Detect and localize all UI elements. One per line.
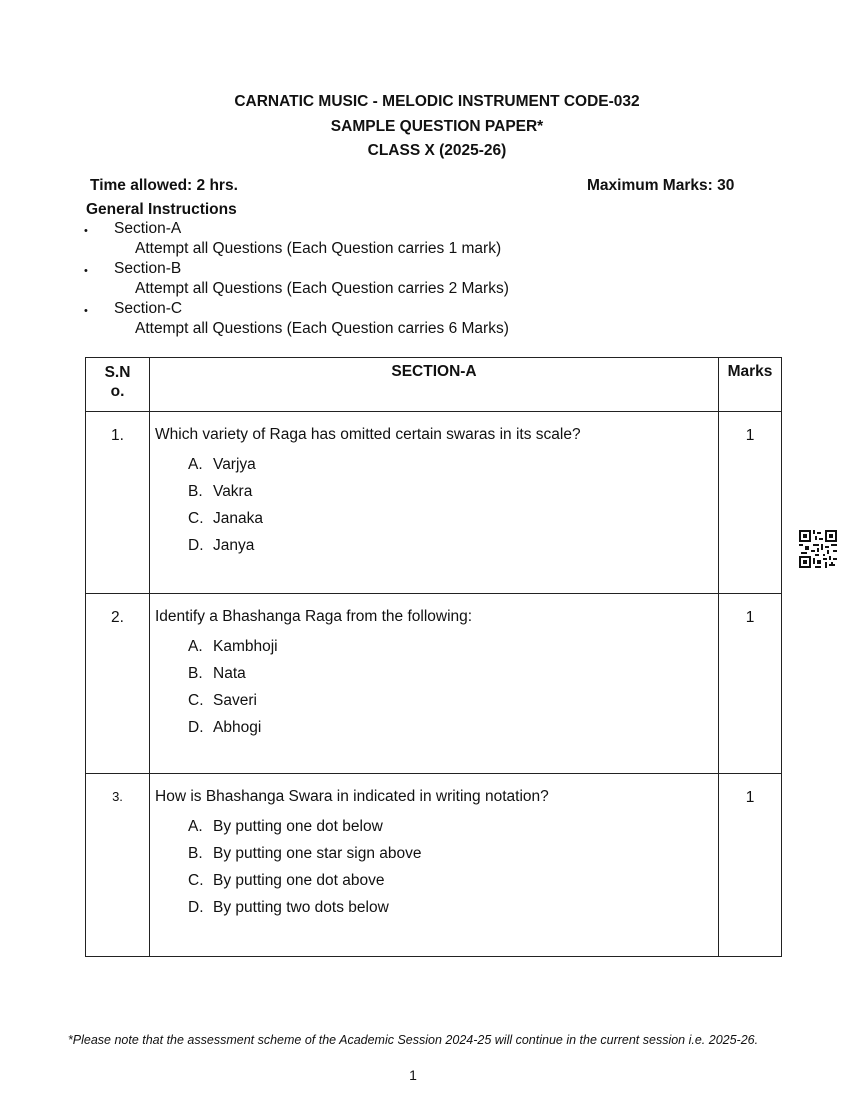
option-letter: A.	[188, 638, 203, 655]
sno-header-line2: o.	[110, 383, 125, 400]
question-text: How is Bhashanga Swara in indicated in writing notation?	[155, 788, 549, 805]
option-text: Janya	[213, 537, 255, 554]
option-letter: D.	[188, 899, 204, 916]
option-letter: C.	[188, 692, 204, 709]
question-text: Which variety of Raga has omitted certain swaras in its scale?	[155, 426, 581, 443]
question-number: 1.	[86, 412, 150, 594]
paper-subtitle: SAMPLE QUESTION PAPER*	[330, 118, 544, 135]
option-text: Kambhoji	[213, 638, 278, 655]
option-text: Varjya	[213, 456, 256, 473]
option-text: By putting one dot above	[213, 872, 385, 889]
option-c	[188, 687, 718, 714]
question-marks: 1	[719, 774, 782, 957]
option-c	[188, 505, 718, 532]
option-text: Nata	[213, 665, 246, 682]
question-number: 2.	[86, 594, 150, 774]
table-row	[86, 594, 782, 774]
option-letter: B.	[188, 483, 203, 500]
instruction-section-b-desc: Attempt all Questions (Each Question carries 2 Marks)	[135, 280, 509, 297]
option-d	[188, 532, 718, 559]
time-allowed: Time allowed: 2 hrs.	[90, 177, 238, 194]
options-list	[188, 451, 718, 559]
footnote: *Please note that the assessment scheme of the Academic Session 2024-25 will continue in the current session i.e. 2025-26.	[67, 1033, 759, 1047]
question-table	[85, 357, 782, 957]
option-d	[188, 714, 718, 741]
paper-title: CARNATIC MUSIC - MELODIC INSTRUMENT CODE-032	[234, 93, 640, 110]
option-text: By putting two dots below	[213, 899, 389, 916]
option-text: Vakra	[213, 483, 253, 500]
sno-header	[86, 358, 150, 412]
question-cell	[150, 774, 719, 957]
section-header: SECTION-A	[150, 358, 719, 412]
options-list	[188, 633, 718, 741]
page-number: 1	[409, 1067, 417, 1083]
options-list	[188, 813, 718, 921]
option-text: Saveri	[213, 692, 257, 709]
marks-header: Marks	[719, 358, 782, 412]
option-b	[188, 840, 718, 867]
option-text: By putting one dot below	[213, 818, 383, 835]
instruction-section-b: Section-B	[114, 260, 182, 277]
option-letter: C.	[188, 510, 204, 527]
question-cell	[150, 412, 719, 594]
option-b	[188, 660, 718, 687]
option-letter: B.	[188, 665, 203, 682]
instruction-section-c: Section-C	[114, 300, 183, 317]
table-header-row	[86, 358, 782, 412]
option-a	[188, 633, 718, 660]
qr-code-icon	[799, 530, 837, 568]
bullet-icon: •	[84, 305, 88, 317]
option-c	[188, 867, 718, 894]
option-text: By putting one star sign above	[213, 845, 422, 862]
option-d	[188, 894, 718, 921]
instruction-section-a-desc: Attempt all Questions (Each Question carries 1 mark)	[135, 240, 502, 257]
bullet-icon: •	[84, 265, 88, 277]
question-marks: 1	[719, 594, 782, 774]
question-marks: 1	[719, 412, 782, 594]
table-row	[86, 412, 782, 594]
option-b	[188, 478, 718, 505]
table-row	[86, 774, 782, 957]
option-letter: A.	[188, 456, 203, 473]
bullet-icon: •	[84, 225, 88, 237]
question-text: Identify a Bhashanga Raga from the following:	[155, 608, 473, 625]
question-cell	[150, 594, 719, 774]
sno-header-line1: S.N	[104, 364, 131, 381]
general-instructions-heading: General Instructions	[86, 201, 237, 218]
option-text: Janaka	[213, 510, 263, 527]
class-label: CLASS X (2025-26)	[367, 142, 507, 159]
question-number: 3.	[86, 774, 150, 957]
option-letter: A.	[188, 818, 203, 835]
instruction-section-c-desc: Attempt all Questions (Each Question carries 6 Marks)	[135, 320, 509, 337]
instruction-section-a: Section-A	[114, 220, 182, 237]
option-letter: C.	[188, 872, 204, 889]
maximum-marks: Maximum Marks: 30	[587, 177, 735, 194]
option-a	[188, 813, 718, 840]
option-letter: D.	[188, 537, 204, 554]
option-text: Abhogi	[213, 719, 262, 736]
option-a	[188, 451, 718, 478]
option-letter: D.	[188, 719, 204, 736]
option-letter: B.	[188, 845, 203, 862]
